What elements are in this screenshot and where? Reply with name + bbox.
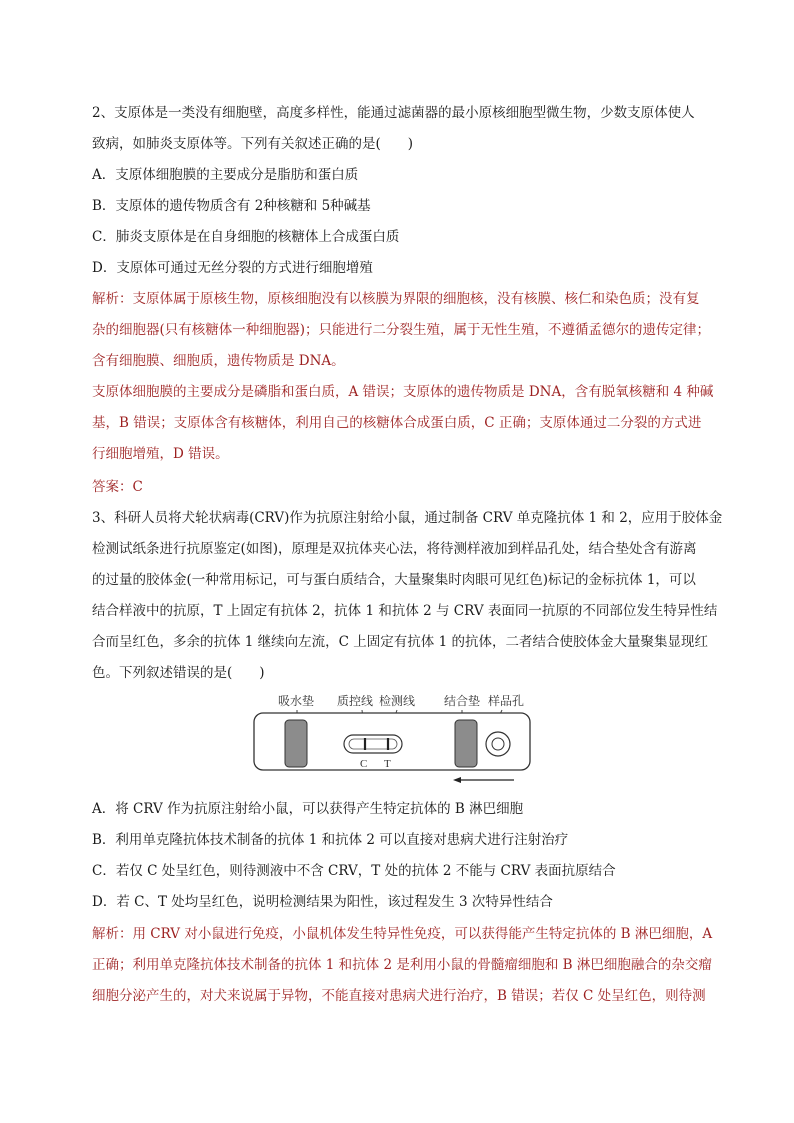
q3-analysis-line-2: 正确；利用单克隆抗体技术制备的抗体 1 和抗体 2 是利用小鼠的骨髓瘤细胞和 B 淋巴细胞融合的杂交瘤 — [92, 957, 712, 973]
test-strip-figure — [252, 690, 532, 790]
q3-stem-line-1: 3、科研人员将犬轮状病毒(CRV)作为抗原注射给小鼠，通过制备 CRV 单克隆抗体 1 和 2，应用于胶体金 — [92, 510, 723, 526]
test-strip-diagram — [252, 690, 532, 790]
letter-c: C — [360, 758, 368, 770]
label-test-line: 检测线 — [379, 694, 416, 708]
q3-option-d: D．若 C、T 处均呈红色，说明检测结果为阳性，该过程发生 3 次特异性结合 — [92, 894, 553, 910]
q2-stem-line-1: 2、支原体是一类没有细胞壁，高度多样性，能通过滤菌器的最小原核细胞型微生物，少数支原体使人 — [92, 105, 695, 121]
flow-arrow-head — [453, 777, 461, 783]
q3-stem-line-2: 检测试纸条进行抗原鉴定(如图)，原理是双抗体夹心法，将待测样液加到样品孔处，结合垫处含有游离 — [92, 541, 697, 557]
q2-option-d: D．支原体可通过无丝分裂的方式进行细胞增殖 — [92, 260, 373, 276]
q2-option-a: A．支原体细胞膜的主要成分是脂肪和蛋白质 — [92, 167, 359, 183]
q2-option-c: C．肺炎支原体是在自身细胞的核糖体上合成蛋白质 — [92, 229, 400, 245]
q2-analysis-line-3: 含有细胞膜、细胞质，遗传物质是 DNA。 — [92, 353, 345, 369]
reading-window-inner — [349, 739, 397, 749]
q3-option-a: A．将 CRV 作为抗原注射给小鼠，可以获得产生特定抗体的 B 淋巴细胞 — [92, 801, 524, 817]
absorbent-pad — [285, 720, 307, 767]
label-absorbent-pad: 吸水垫 — [278, 694, 315, 708]
q3-option-b: B．利用单克隆抗体技术制备的抗体 1 和抗体 2 可以直接对患病犬进行注射治疗 — [92, 832, 569, 848]
q3-option-c: C．若仅 C 处呈红色，则待测液中不含 CRV，T 处的抗体 2 不能与 CRV 表面抗原结合 — [92, 863, 616, 879]
q2-analysis-line-4: 支原体细胞膜的主要成分是磷脂和蛋白质，A 错误；支原体的遗传物质是 DNA，含有脱氧核糖和 4 种碱 — [92, 384, 714, 400]
q2-analysis-line-6: 行细胞增殖，D 错误。 — [92, 446, 229, 462]
q3-analysis-line-1: 解析：用 CRV 对小鼠进行免疫，小鼠机体发生特异性免疫，可以获得能产生特定抗体的 B 淋巴细胞，A — [92, 926, 713, 942]
label-control-line: 质控线 — [337, 694, 374, 708]
q2-analysis-line-2: 杂的细胞器(只有核糖体一种细胞器)；只能进行二分裂生殖，属于无性生殖，不遵循孟德尔的遗传定律； — [92, 322, 711, 338]
label-sample-well: 样品孔 — [488, 694, 525, 708]
letter-t: T — [384, 758, 391, 770]
q2-analysis-line-1: 解析：支原体属于原核生物，原核细胞没有以核膜为界限的细胞核，没有核膜、核仁和染色质；没有复 — [92, 291, 700, 307]
q3-stem-line-5: 合而呈红色，多余的抗体 1 继续向左流，C 上固定有抗体 1 的抗体，二者结合使胶体金大量聚集显现红 — [92, 634, 708, 650]
q2-option-b: B．支原体的遗传物质含有 2种核糖和 5种碱基 — [92, 198, 371, 214]
q3-analysis-line-3: 细胞分泌产生的，对犬来说属于异物，不能直接对患病犬进行治疗，B 错误；若仅 C 处呈红色，则待测 — [92, 988, 706, 1004]
sample-well-inner — [492, 738, 504, 750]
q2-stem-line-2: 致病，如肺炎支原体等。下列有关叙述正确的是( ) — [92, 136, 414, 152]
q3-stem-line-6: 色。下列叙述错误的是( ) — [92, 665, 265, 681]
q2-answer: 答案：C — [92, 479, 143, 495]
q3-stem-line-4: 结合样液中的抗原，T 上固定有抗体 2，抗体 1 和抗体 2 与 CRV 表面同一抗原的不同部位发生特异性结 — [92, 603, 718, 619]
q2-analysis-line-5: 基，B 错误；支原体含有核糖体，利用自己的核糖体合成蛋白质，C 正确；支原体通过二分裂的方式进 — [92, 415, 702, 431]
label-conjugate-pad: 结合垫 — [444, 694, 481, 708]
conjugate-pad — [455, 720, 477, 767]
q3-stem-line-3: 的过量的胶体金(一种常用标记，可与蛋白质结合，大量聚集时肉眼可见红色)标记的金标抗体 1，可以 — [92, 572, 696, 588]
